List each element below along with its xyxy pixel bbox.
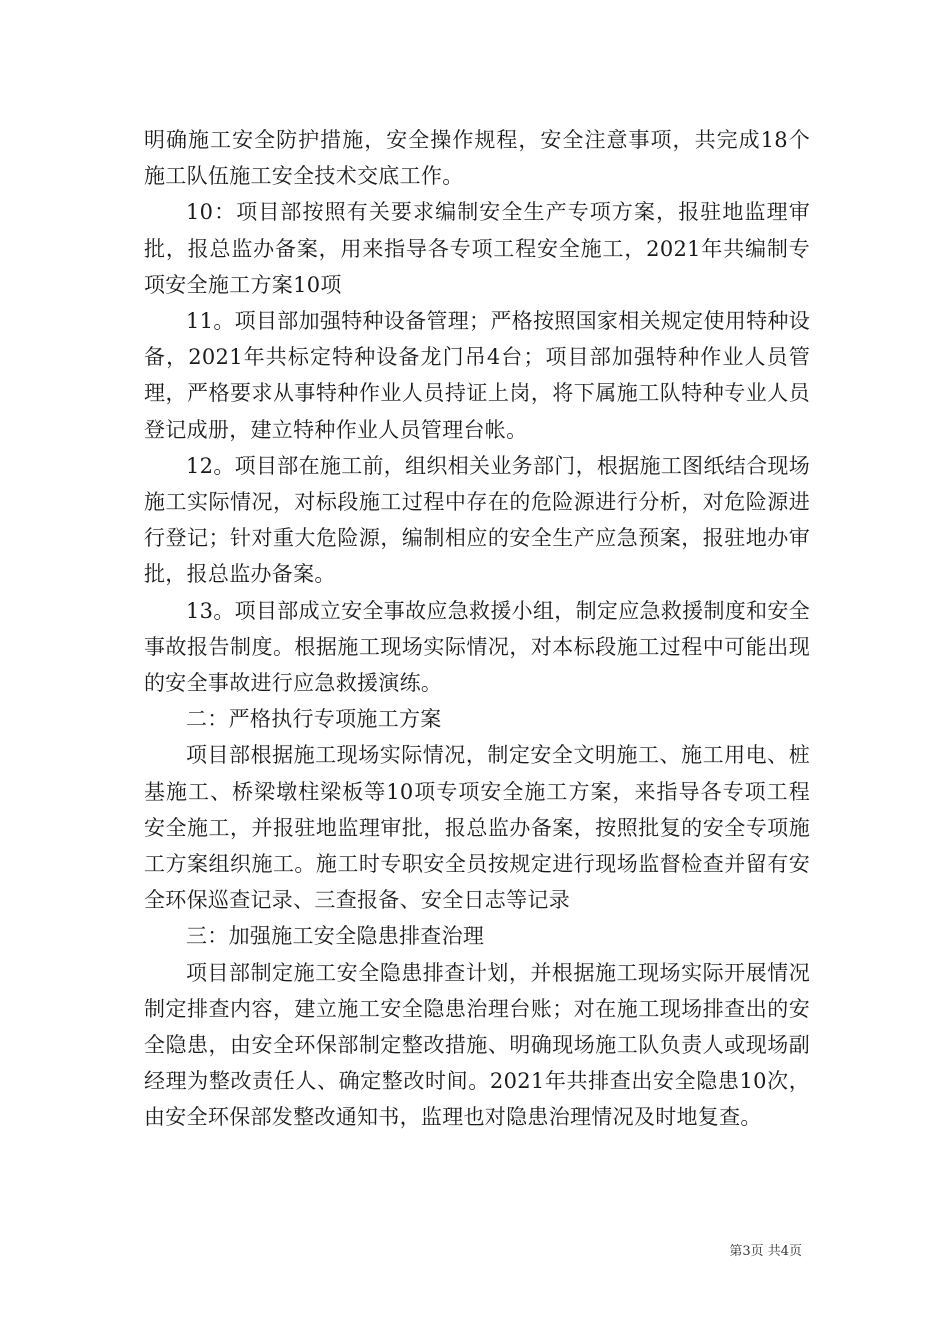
section-heading-3: 三：加强施工安全隐患排查治理 [186,924,485,949]
paragraph-item-11: 11。项目部加强特种设备管理；严格按照国家相关规定使用特种设备，2021年共标定特种设备龙门吊4台；项目部加强特种作业人员管理，严格要求从事特种作业人员持证上岗，将下属施工队特种专业人员登记成册，建立特种作业人员管理台帐。 [144,309,810,442]
page-number: 第3页 共4页 [729,1244,802,1259]
document-body [144,122,810,1136]
paragraph-continuation: 明确施工安全防护措施，安全操作规程，安全注意事项，共完成18个施工队伍施工安全技术交底工作。 [144,128,810,189]
paragraph-item-10: 10：项目部按照有关要求编制安全生产专项方案，报驻地监理审批，报总监办备案，用来指导各专项工程安全施工，2021年共编制专项安全施工方案10项 [144,200,810,297]
section-heading-2: 二：严格执行专项施工方案 [186,707,442,732]
paragraph-item-13: 13。项目部成立安全事故应急救援小组，制定应急救援制度和安全事故报告制度。根据施工现场实际情况，对本标段施工过程中可能出现的安全事故进行应急救援演练。 [144,598,810,696]
paragraph-section-2-body: 项目部根据施工现场实际情况，制定安全文明施工、施工用电、桩基施工、桥梁墩柱梁板等10项专项安全施工方案，来指导各专项工程安全施工，并报驻地监理审批，报总监办备案，按照批复的安全专项施工方案组织施工。施工时专职安全员按规定进行现场监督检查并留有安全环保巡查记录、三查报备、安全日志等记录 [144,743,810,913]
paragraph-item-12: 12。项目部在施工前，组织相关业务部门，根据施工图纸结合现场施工实际情况，对标段施工过程中存在的危险源进行分析，对危险源进行登记；针对重大危险源，编制相应的安全生产应急预案，报驻地办审批，报总监办备案。 [144,453,810,587]
paragraph-section-3-body: 项目部制定施工安全隐患排查计划，并根据施工现场实际开展情况制定排查内容，建立施工安全隐患治理台账；对在施工现场排查出的安全隐患，由安全环保部制定整改措施、明确现场施工队负责人或现场副经理为整改责任人、确定整改时间。2021年共排查出安全隐患10次，由安全环保部发整改通知书，监理也对隐患治理情况及时地复查。 [144,960,810,1130]
